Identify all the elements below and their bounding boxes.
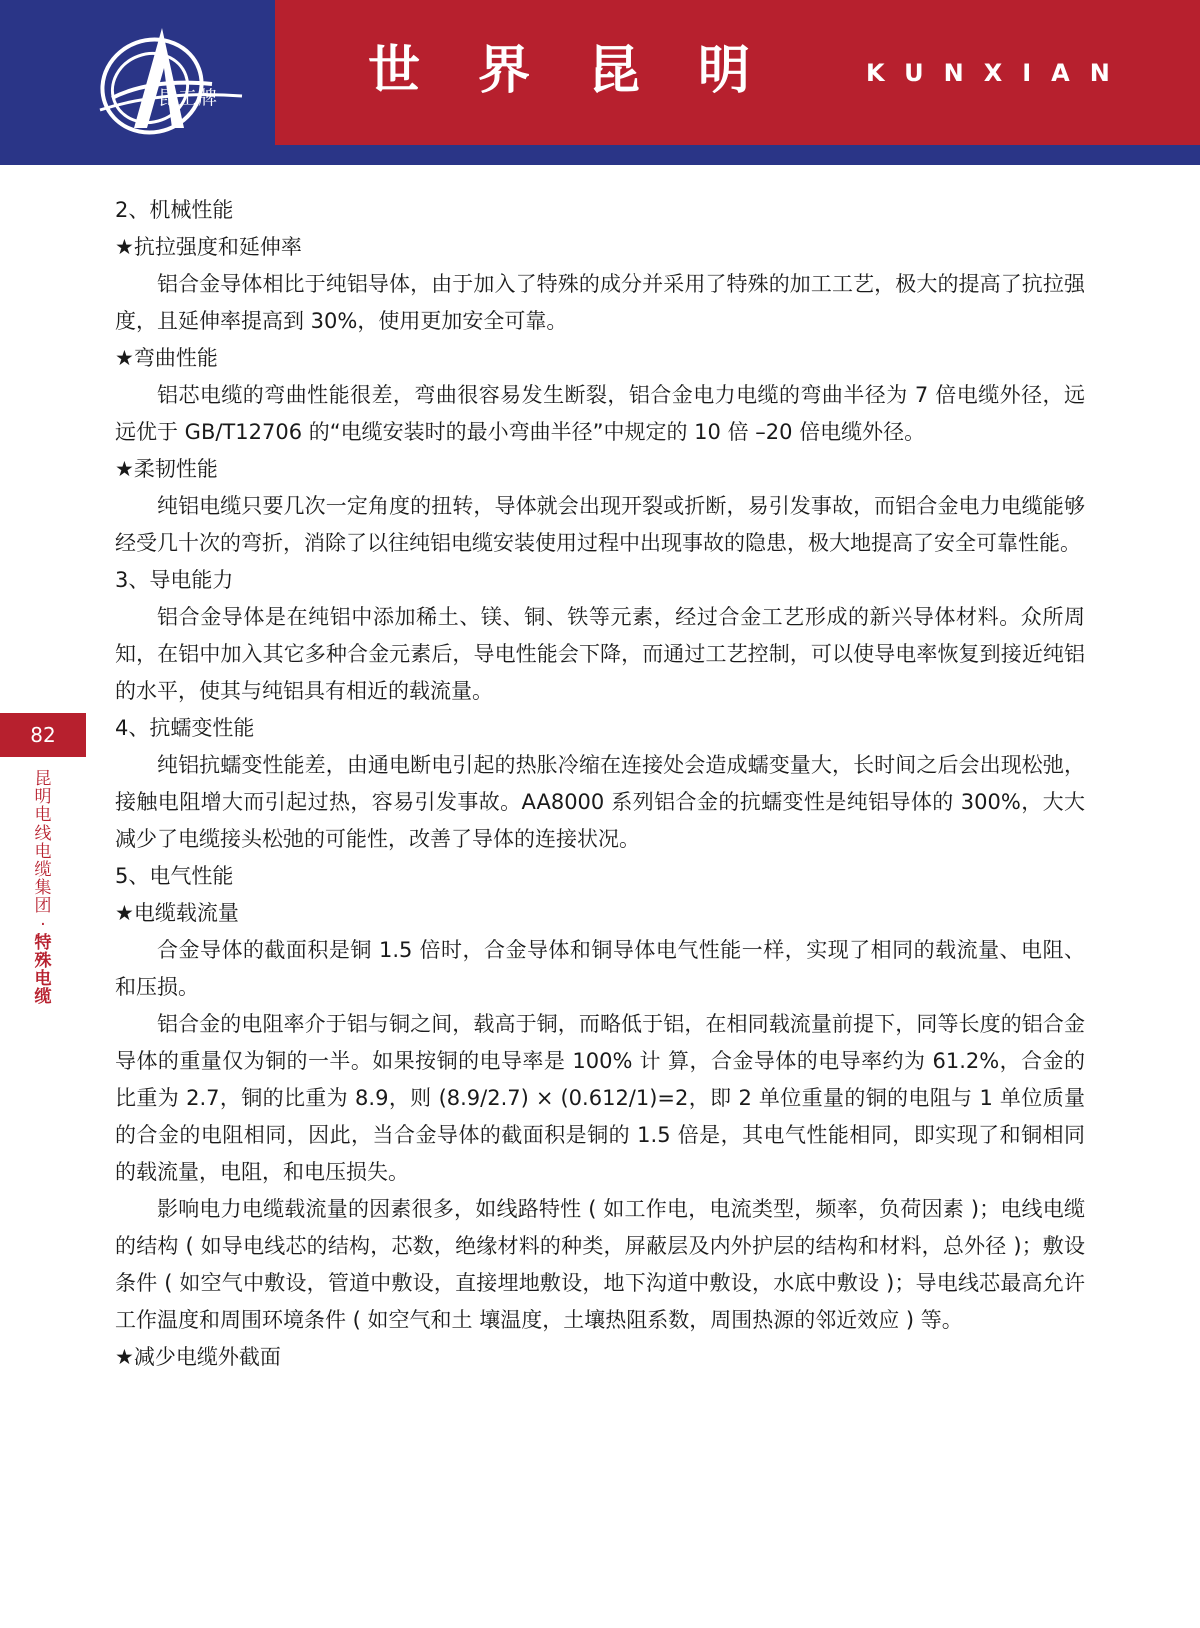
header-subtitle: KUNXIAN [866, 59, 1130, 87]
brand-name: 昆工牌 [158, 87, 219, 109]
side-label-char: 殊 [34, 951, 52, 972]
logo-block [0, 0, 275, 165]
header-title: 世界昆明 [368, 41, 809, 101]
side-label [30, 770, 56, 1007]
side-label-char: 团 [34, 896, 52, 917]
side-label-char: 特 [34, 932, 52, 953]
section-heading: 4、抗蠕变性能 [115, 716, 255, 740]
body-paragraph: 纯铝抗蠕变性能差，由通电断电引起的热胀冷缩在连接处会造成蠕变量大，长时间之后会出现松弛，接触电阻增大而引起过热，容易引发事故。AA8000 系列铝合金的抗蠕变性是纯铝导体的 300%，大大减少了电缆接头松弛的可能性，改善了导体的连接状况。 [115, 753, 1085, 851]
body-paragraph: 铝合金导体是在纯铝中添加稀土、镁、铜、铁等元素，经过合金工艺形成的新兴导体材料。众所周知，在铝中加入其它多种合金元素后，导电性能会下降，而通过工艺控制，可以使导电率恢复到接近纯铝的水平，使其与纯铝具有相近的载流量。 [115, 605, 1085, 703]
side-label-char: 明 [34, 787, 52, 808]
side-label-char: 电 [34, 805, 52, 826]
body-paragraph: 合金导体的截面积是铜 1.5 倍时，合金导体和铜导体电气性能一样，实现了相同的载流量、电阻、和压损。 [115, 938, 1085, 999]
side-label-char: 缆 [34, 860, 52, 881]
section-heading: ★抗拉强度和延伸率 [115, 235, 302, 259]
side-label-char: 电 [34, 841, 52, 862]
body-paragraph: 铝芯电缆的弯曲性能很差，弯曲很容易发生断裂，铝合金电力电缆的弯曲半径为 7 倍电缆外径，远远优于 GB/T12706 的“电缆安装时的最小弯曲半径”中规定的 10 倍 –20 倍电缆外径。 [115, 383, 1085, 444]
body-paragraph: 纯铝电缆只要几次一定角度的扭转，导体就会出现开裂或折断，易引发事故，而铝合金电力电缆能够经受几十次的弯折，消除了以往纯铝电缆安装使用过程中出现事故的隐患，极大地提高了安全可靠性能。 [115, 494, 1085, 555]
body-paragraph: 铝合金的电阻率介于铝与铜之间，载高于铜，而略低于铝，在相同载流量前提下，同等长度的铝合金导体的重量仅为铜的一半。如果按铜的电导率是 100% 计 算，合金导体的电导率约为 61.2%，合金的比重为 2.7，铜的比重为 8.9，则 (8.9/2.7) × (0.612/1)=2，即 2 单位重量的铜的电阻与 1 单位质量的合金的电阻相同，因此，当合金导体的截面积是铜的 1.5 倍是，其电气性能相同，即实现了和铜相同的载流量，电阻，和电压损失。 [115, 1012, 1085, 1184]
body-paragraph: 铝合金导体相比于纯铝导体，由于加入了特殊的成分并采用了特殊的加工工艺，极大的提高了抗拉强度，且延伸率提高到 30%，使用更加安全可靠。 [115, 272, 1085, 333]
side-label-char: 昆 [34, 769, 52, 789]
side-label-char: 集 [34, 878, 52, 899]
section-heading: 5、电气性能 [115, 864, 234, 888]
section-heading: ★电缆载流量 [115, 901, 239, 925]
section-heading: ★柔韧性能 [115, 457, 218, 481]
section-heading: ★弯曲性能 [115, 346, 218, 370]
kunming-cable-logo-icon [92, 18, 252, 143]
side-label-char: · [40, 914, 46, 935]
header-blue-strip [275, 145, 1200, 165]
section-heading: 3、导电能力 [115, 568, 234, 592]
main-content [115, 192, 1085, 1376]
side-label-char: 缆 [34, 987, 52, 1008]
body-paragraph: 影响电力电缆载流量的因素很多，如线路特性 ( 如工作电，电流类型，频率，负荷因素 )；电线电缆的结构 ( 如导电线芯的结构，芯数，绝缘材料的种类，屏蔽层及内外护层的结构和材料，总外径 )；敷设条件 ( 如空气中敷设，管道中敷设，直接埋地敷设，地下沟道中敷设，水底中敷设 )；导电线芯最高允许工作温度和周围环境条件 ( 如空气和土 壤温度，土壤热阻系数，周围热源的邻近效应 ) 等。 [115, 1197, 1085, 1332]
page-number: 82 [0, 713, 86, 757]
page-header [0, 0, 1200, 165]
side-label-char: 线 [34, 823, 52, 844]
section-heading: ★减少电缆外截面 [115, 1345, 281, 1369]
side-label-char: 电 [34, 969, 52, 990]
section-heading: 2、机械性能 [115, 198, 234, 222]
